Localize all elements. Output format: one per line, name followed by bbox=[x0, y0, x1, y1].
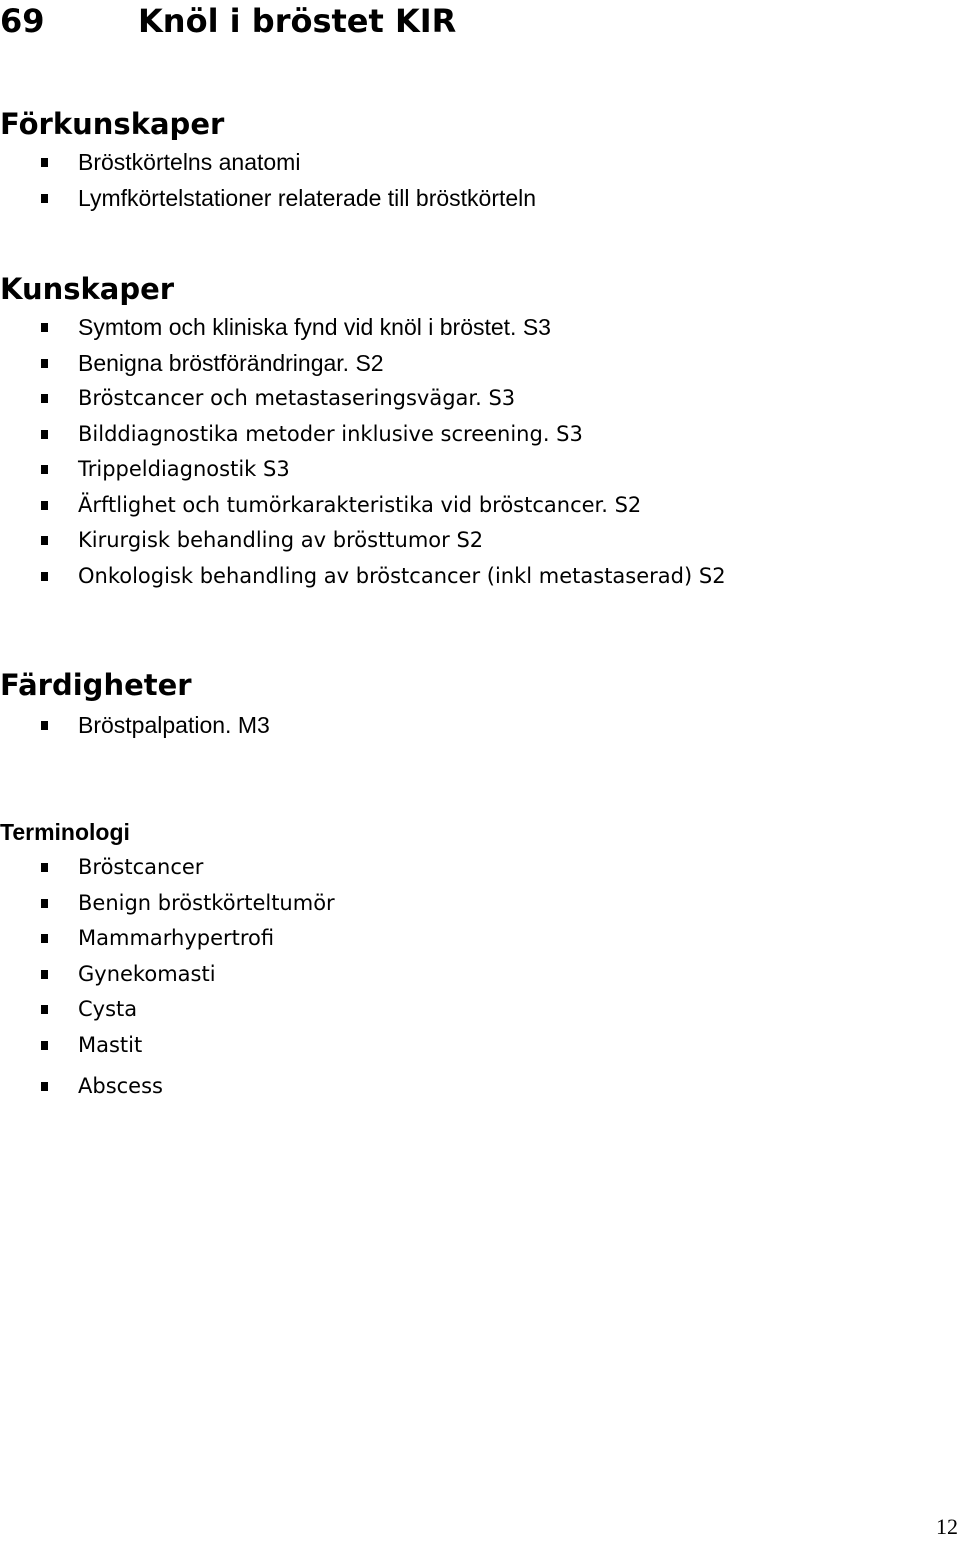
chapter-number: 69 bbox=[0, 2, 45, 40]
list-item: Bilddiagnostika metoder inklusive screening. S3 bbox=[0, 417, 726, 453]
list-terminologi bbox=[0, 850, 335, 1105]
list-kunskaper bbox=[0, 310, 726, 594]
list-item: Onkologisk behandling av bröstcancer (inkl metastaserad) S2 bbox=[0, 559, 726, 595]
list-item: Lymfkörtelstationer relaterade till bröstkörteln bbox=[0, 181, 536, 217]
list-item: Kirurgisk behandling av brösttumor S2 bbox=[0, 523, 726, 559]
list-item: Benigna bröstförändringar. S2 bbox=[0, 346, 726, 382]
list-item: Bröstkörtelns anatomi bbox=[0, 145, 536, 181]
list-item: Bröstpalpation. M3 bbox=[0, 708, 270, 744]
list-item: Bröstcancer och metastaseringsvägar. S3 bbox=[0, 381, 726, 417]
list-item: Cysta bbox=[0, 992, 335, 1028]
heading-kunskaper: Kunskaper bbox=[0, 272, 175, 306]
list-item: Ärftlighet och tumörkarakteristika vid bröstcancer. S2 bbox=[0, 488, 726, 524]
list-forkunskaper bbox=[0, 145, 536, 216]
list-item: Bröstcancer bbox=[0, 850, 335, 886]
page-number: 12 bbox=[936, 1514, 958, 1539]
list-item: Mammarhypertrofi bbox=[0, 921, 335, 957]
list-item: Benign bröstkörteltumör bbox=[0, 886, 335, 922]
list-item: Abscess bbox=[0, 1069, 335, 1105]
list-item: Trippeldiagnostik S3 bbox=[0, 452, 726, 488]
list-fardigheter bbox=[0, 708, 270, 744]
list-item: Symtom och kliniska fynd vid knöl i bröstet. S3 bbox=[0, 310, 726, 346]
document-title: Knöl i bröstet KIR bbox=[138, 2, 457, 40]
list-item: Gynekomasti bbox=[0, 957, 335, 993]
heading-forkunskaper: Förkunskaper bbox=[0, 107, 225, 141]
heading-fardigheter: Färdigheter bbox=[0, 668, 192, 702]
list-item: Mastit bbox=[0, 1028, 335, 1064]
heading-terminologi: Terminologi bbox=[0, 819, 130, 845]
